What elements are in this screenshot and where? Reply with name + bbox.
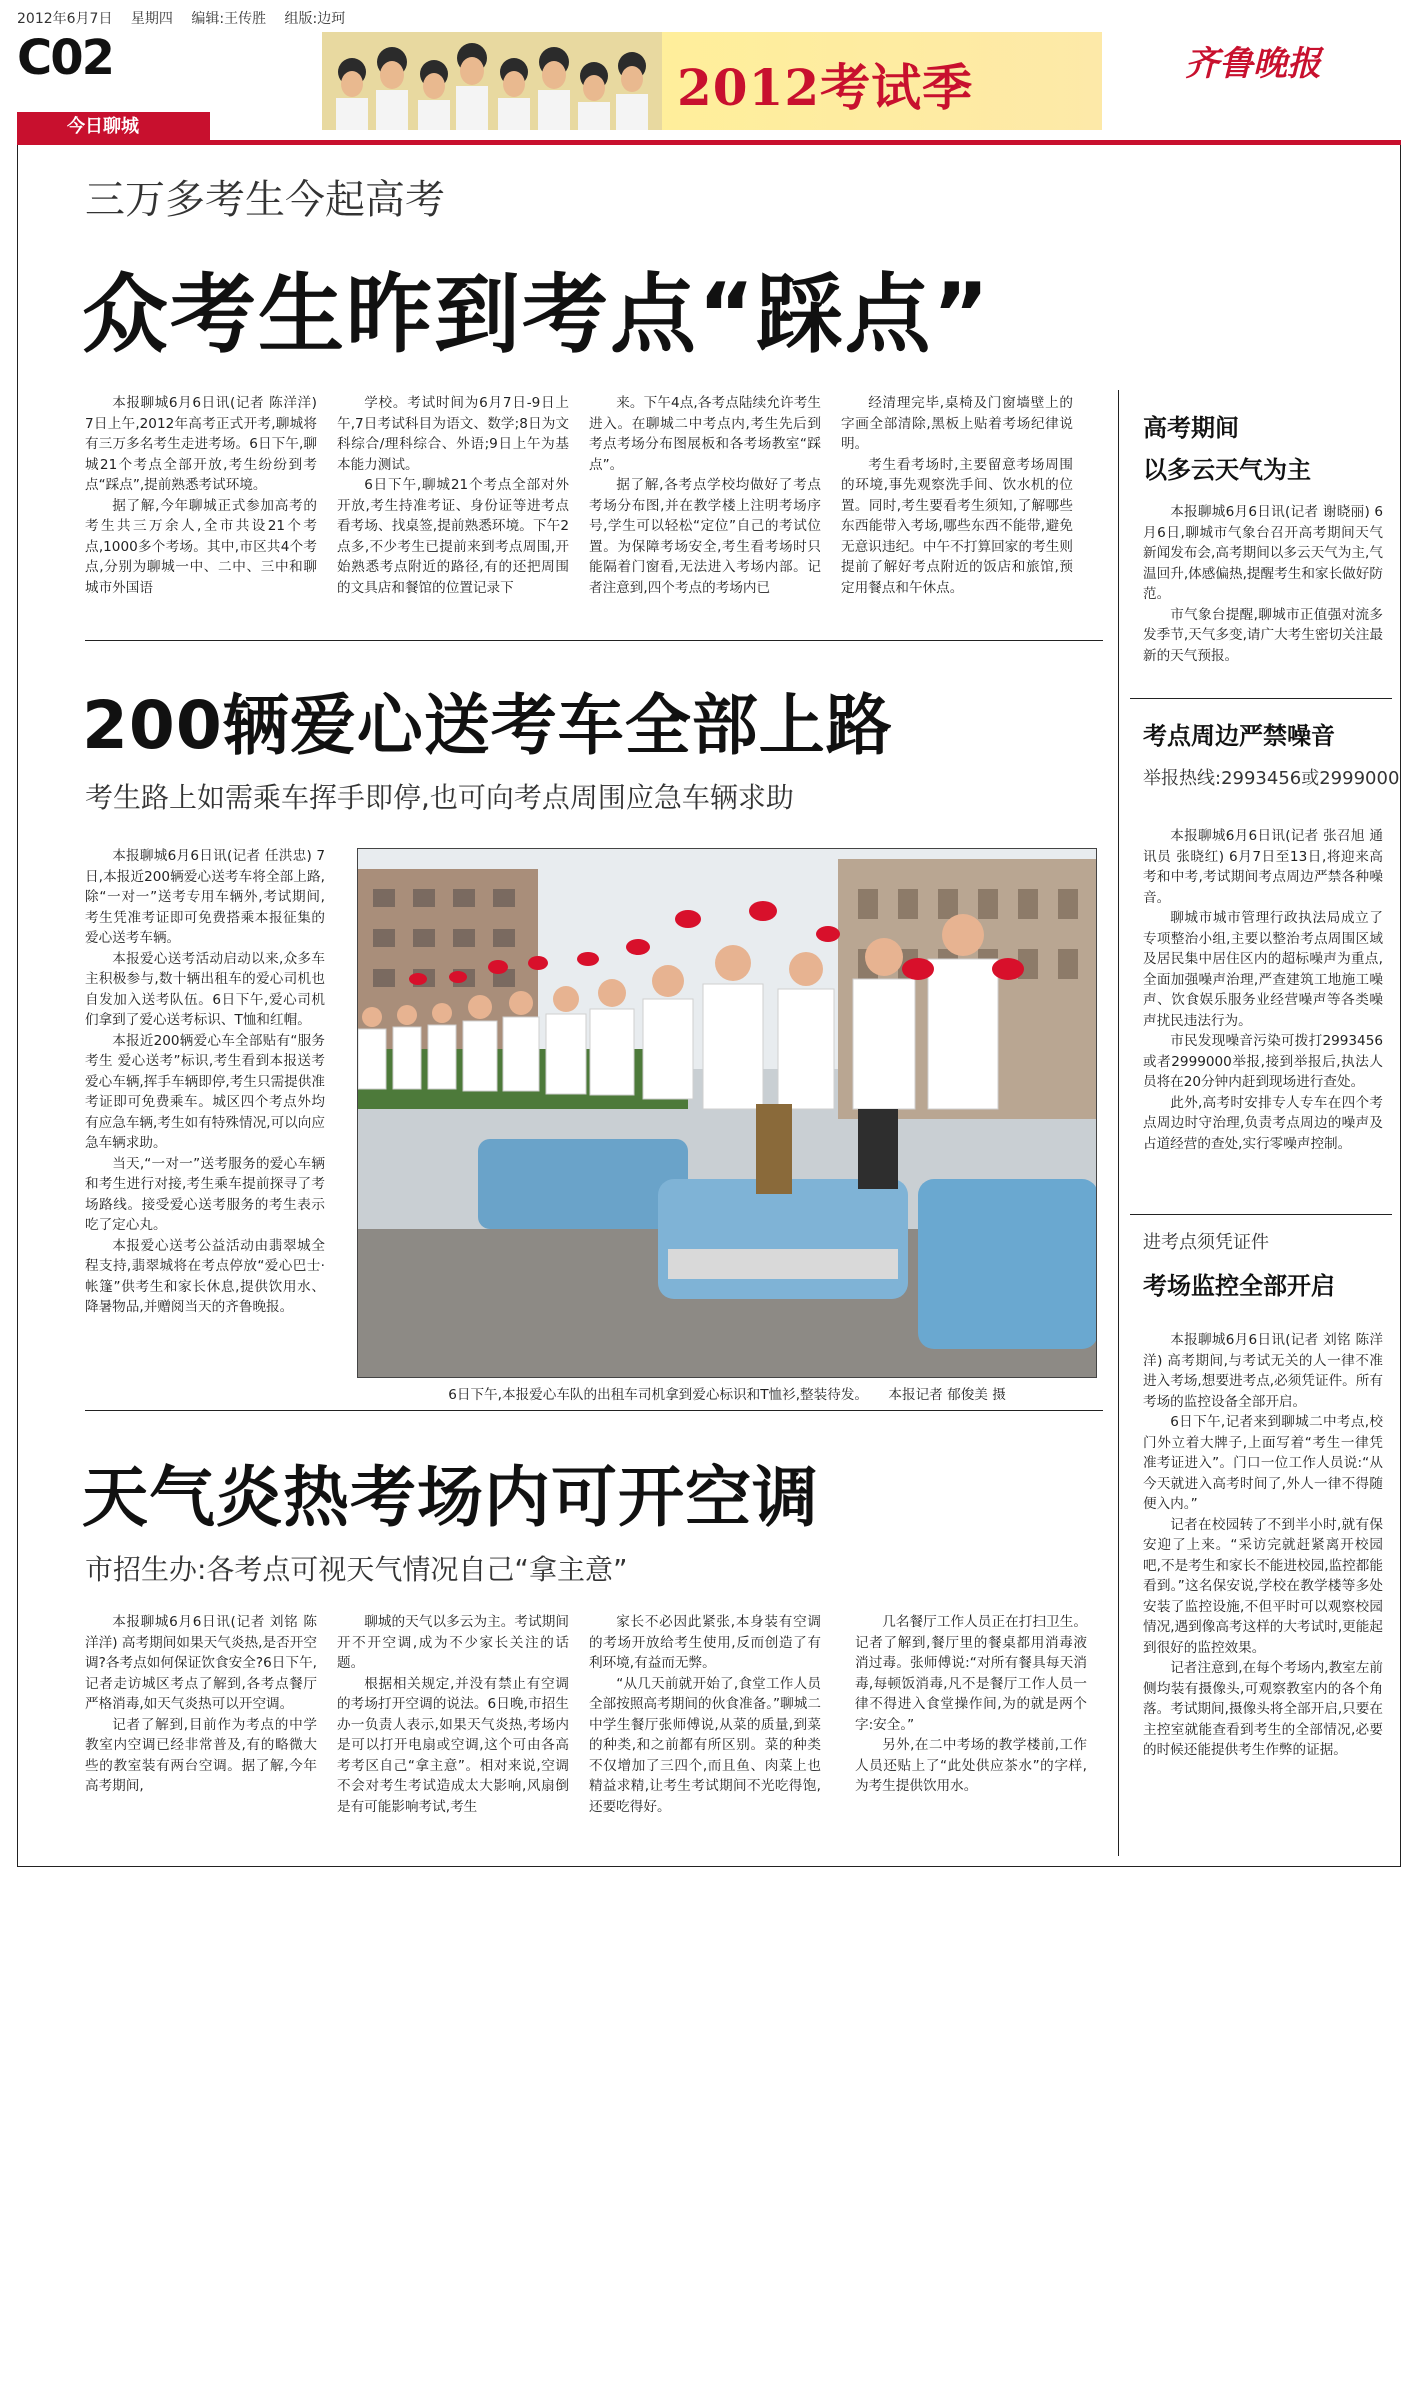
photo-illustration [358, 849, 1097, 1378]
paragraph: 记者注意到,在每个考场内,教室左前侧均装有摄像头,可观察教室内的各个角落。考试期间,摄像头将全部开启,只要在主控室就能查看到考生的全部情况,必要的时候还能提供考生作弊的证据。 [1143, 1660, 1383, 1758]
story2-subhead: 考生路上如需乘车挥手即停,也可向考点周围应急车辆求助 [85, 781, 794, 814]
paragraph: 聊城的天气以多云为主。考试期间开不开空调,成为不少家长关注的话题。 [337, 1614, 569, 1671]
sidebar-c-kicker: 进考点须凭证件 [1143, 1232, 1269, 1253]
paragraph: 考生看考场时,主要留意考场周围的环境,事先观察洗手间、饮水机的位置。同时,考生要看考生须知,了解哪些东西能带入考场,哪些东西不能带,避免无意识违纪。中午不打算回家的考生则提前了解好考点附近的饭店和旅馆,预定用餐点和午休点。 [841, 456, 1073, 596]
story3-column-1 [85, 1612, 317, 1856]
students-crowd-image [322, 32, 662, 130]
paragraph: 另外,在二中考场的教学楼前,工作人员还贴上了“此处供应茶水”的字样,为考生提供饮用水。 [855, 1737, 1087, 1794]
paragraph: 6日下午,记者来到聊城二中考点,校门外立着大牌子,上面写着“考生一律凭准考证进入”。门口一位工作人员说:“从今天就进入高考时间了,外人一律不得随便入内。” [1143, 1414, 1383, 1512]
sidebar-c-title: 考场监控全部开启 [1143, 1272, 1335, 1300]
sidebar-divider [1118, 390, 1119, 1856]
newspaper-masthead-logo: 齐鲁晚报 [1185, 44, 1321, 84]
story1-column-2 [337, 393, 569, 623]
sidebar-b-title: 考点周边严禁噪音 [1143, 722, 1335, 750]
story3-column-4 [855, 1612, 1087, 1856]
paragraph: 本报聊城6月6日讯(记者 刘铭 陈洋洋) 高考期间如果天气炎热,是否开空调?各考点如何保证饮食安全?6日下午,记者走访城区考点了解到,各考点餐厅严格消毒,如天气炎热可以开空调。 [85, 1614, 317, 1712]
sidebar-c-body [1143, 1330, 1383, 1856]
story-divider [85, 1410, 1103, 1411]
paragraph: 记者了解到,目前作为考点的中学教室内空调已经非常普及,有的略微大些的教室装有两台空调。据了解,今年高考期间, [85, 1716, 317, 1794]
paragraph: 本报聊城6月6日讯(记者 谢晓丽) 6月6日,聊城市气象台召开高考期间天气新闻发布会,高考期间以多云天气为主,气温回升,体感偏热,提醒考生和家长做好防范。 [1143, 504, 1383, 602]
story1-kicker: 三万多考生今起高考 [85, 177, 445, 223]
paragraph: 本报聊城6月6日讯(记者 刘铭 陈洋洋) 高考期间,与考试无关的人一律不准进入考场,想要进考点,必须凭证件。所有考场的监控设备全部开启。 [1143, 1332, 1383, 1410]
sidebar-rule [1130, 1214, 1392, 1215]
paragraph: 市气象台提醒,聊城市正值强对流多发季节,天气多变,请广大考生密切关注最新的天气预报。 [1143, 606, 1383, 664]
paragraph: 本报爱心送考活动启动以来,众多车主积极参与,数十辆出租车的爱心司机也自发加入送考队伍。6日下午,爱心司机们拿到了爱心送考标识、T恤和红帽。 [85, 950, 325, 1028]
header-info [17, 8, 359, 28]
banner-title: 2012考试季 [677, 58, 974, 117]
page-number: C02 [17, 30, 114, 86]
exam-season-banner [322, 32, 1102, 130]
paragraph: 几名餐厅工作人员正在打扫卫生。记者了解到,餐厅里的餐桌都用消毒液消过毒。张师傅说:“对所有餐具每天消毒,每顿饭消毒,凡不是餐厅工作人员一律不得进入食堂操作间,为的就是两个字:安全。” [855, 1614, 1087, 1733]
news-photo-volunteer-drivers [357, 848, 1097, 1378]
paragraph: 本报爱心送考公益活动由翡翠城全程支持,翡翠城将在考点停放“爱心巴士·帐篷”供考生和家长休息,提供饮用水、降暑物品,并赠阅当天的齐鲁晚报。 [85, 1237, 325, 1315]
story1-column-4 [841, 393, 1073, 623]
story3-column-3 [589, 1612, 821, 1856]
sidebar-a-body [1143, 502, 1383, 692]
story1-column-3 [589, 393, 821, 623]
paragraph: 记者在校园转了不到半小时,就有保安迎了上来。“采访完就赶紧离开校园吧,不是考生和家长不能进校园,监控都能看到。”这名保安说,学校在教学楼等多处安装了监控设施,不但平时可以观察校园情况,遇到像高考这样的大考试时,更能起到很好的监控效果。 [1143, 1516, 1383, 1656]
paragraph: 据了解,今年聊城正式参加高考的考生共三万余人,全市共设21个考点,1000多个考场。其中,市区共4个考点,分别为聊城一中、二中、三中和聊城市外国语 [85, 497, 317, 596]
story1-column-1 [85, 393, 317, 623]
issue-date: 2012年6月7日 [17, 11, 113, 27]
sidebar-rule [1130, 698, 1392, 699]
paragraph: 本报聊城6月6日讯(记者 张召旭 通讯员 张晓红) 6月7日至13日,将迎来高考和中考,考试期间考点周边严禁各种噪音。 [1143, 828, 1383, 906]
sidebar-a-title2: 以多云天气为主 [1143, 456, 1311, 484]
paragraph: 根据相关规定,并没有禁止有空调的考场打开空调的说法。6日晚,市招生办一负责人表示,如果天气炎热,考场内是可以打开电扇或空调,这个可由各高考考区自己“拿主意”。相对来说,空调不会对考生考试造成太大影响,风扇倒是有可能影响考试,考生 [337, 1675, 569, 1815]
story2-column-1 [85, 846, 325, 1406]
paragraph: 来。下午4点,各考点陆续允许考生进入。在聊城二中考点内,考生先后到考点考场分布图展板和各考场教室“踩点”。 [589, 395, 821, 473]
issue-weekday: 星期四 [130, 11, 173, 27]
paragraph: 本报聊城6月6日讯(记者 陈洋洋) 7日上午,2012年高考正式开考,聊城将有三万多名考生走进考场。6日下午,聊城21个考点全部开放,考生纷纷到考点“踩点”,提前熟悉考试环境。 [85, 395, 317, 493]
paragraph: 本报聊城6月6日讯(记者 任洪忠) 7日,本报近200辆爱心送考车将全部上路,除“一对一”送考专用车辆外,考试期间,考生凭准考证即可免费搭乘本报征集的爱心送考车辆。 [85, 848, 325, 946]
story3-column-2 [337, 1612, 569, 1856]
photo-caption: 6日下午,本报爱心车队的出租车司机拿到爱心标识和T恤衫,整装待发。 本报记者 郁俊美 摄 [448, 1387, 1006, 1403]
editor-credit: 编辑:王传胜 [191, 11, 267, 27]
paragraph: 经清理完毕,桌椅及门窗墙壁上的字画全部清除,黑板上贴着考场纪律说明。 [841, 395, 1073, 452]
story3-subhead: 市招生办:各考点可视天气情况自己“拿主意” [85, 1553, 628, 1586]
paragraph: 当天,“一对一”送考服务的爱心车辆和考生进行对接,考生乘车提前探寻了考场路线。接受爱心送考服务的考生表示吃了定心丸。 [85, 1155, 325, 1233]
paragraph: 本报近200辆爱心车全部贴有“服务考生 爱心送考”标识,考生看到本报送考爱心车辆,挥手车辆即停,考生只需提供准考证即可免费乘车。城区四个考点外均有应急车辆,考生如有特殊情况,可以向应急车辆求助。 [85, 1032, 325, 1151]
paragraph: 据了解,各考点学校均做好了考点考场分布图,并在教学楼上注明考场序号,学生可以轻松“定位”自己的考试位置。为保障考场安全,考生看考场时只能隔着门窗看,无法进入考场内部。记者注意到,四个考点的考场内已 [589, 477, 821, 596]
story1-headline: 众考生昨到考点“踩点” [82, 265, 992, 365]
paragraph: 聊城市城市管理行政执法局成立了专项整治小组,主要以整治考点周围区域及居民集中居住区内的超标噪声为重点,全面加强噪声治理,严查建筑工地施工噪声、饮食娱乐服务业经营噪声等各类噪声扰民违法行为。 [1143, 910, 1383, 1029]
paragraph: 6日下午,聊城21个考点全部对外开放,考生持准考证、身份证等进考点看考场、找桌签,提前熟悉环境。下午2点多,不少考生已提前来到考点周围,开始熟悉考点附近的路径,有的还把周围的文具店和餐馆的位置记录下 [337, 477, 569, 596]
paragraph: 学校。考试时间为6月7日-9日上午,7日考试科目为语文、数学;8日为文科综合/理科综合、外语;9日上午为基本能力测试。 [337, 395, 569, 473]
paragraph: “从几天前就开始了,食堂工作人员全部按照高考期间的伙食准备。”聊城二中学生餐厅张师傅说,从菜的质量,到菜的种类,和之前都有所区别。菜的种类不仅增加了三四个,而且鱼、肉菜上也精益求精,让考生考试期间不光吃得饱,还要吃得好。 [589, 1675, 821, 1815]
section-tab: 今日聊城 [17, 112, 210, 142]
story2-headline: 200辆爱心送考车全部上路 [82, 687, 893, 764]
sidebar-b-hotline: 举报热线:2993456或2999000 [1143, 768, 1400, 789]
paragraph: 家长不必因此紧张,本身装有空调的考场开放给考生使用,反而创造了有利环境,有益而无弊。 [589, 1614, 821, 1671]
paragraph: 市民发现噪音污染可拨打2993456或者2999000举报,接到举报后,执法人员将在20分钟内赶到现场进行查处。 [1143, 1033, 1383, 1090]
story3-headline: 天气炎热考场内可开空调 [82, 1459, 819, 1536]
paragraph: 此外,高考时安排专人专车在四个考点周边时守治理,负责考点周边的噪声及占道经营的查处,实行零噪声控制。 [1143, 1094, 1383, 1152]
story-divider [85, 640, 1103, 641]
sidebar-a-title1: 高考期间 [1143, 414, 1239, 442]
layout-credit: 组版:边珂 [284, 11, 346, 27]
sidebar-b-body [1143, 826, 1383, 1188]
